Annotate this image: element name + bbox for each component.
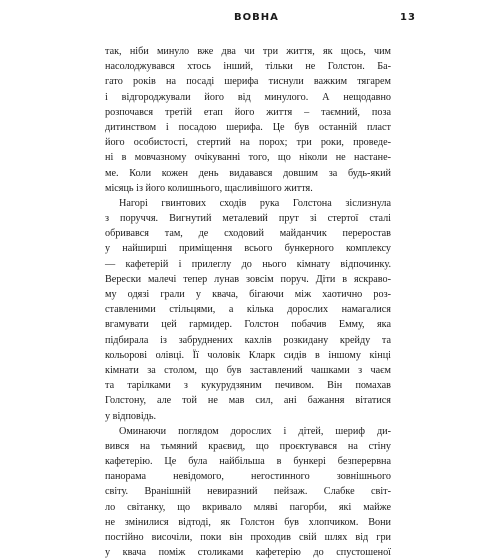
text-line: у найширші приміщення всього бункерного комплексу	[105, 243, 391, 255]
text-line: Голстону, але той не мав сил, ані бажання вітатися	[105, 395, 391, 407]
text-line: гато років на посаді шерифа тиснули важким тягарем	[105, 76, 391, 88]
text-line: постійно височіли, поки він проходив свій шлях від гри	[105, 532, 391, 543]
text-line: з поруччя. Вигнутий металевий прут зі стертої сталі	[105, 213, 391, 225]
text-line: та тарілками з кукурудзяним печивом. Він помахав	[105, 380, 391, 392]
text-line: ме. Коли кожен день видавався довшим за будь-який	[105, 167, 391, 179]
text-line: вгамувати цей гармидер. Голстон побачив Емму, яка	[105, 319, 391, 331]
text-line: його особистості, стертий на порох; три роки, проведе-	[105, 137, 391, 149]
text-line: розпочався третій етап його життя – таємний, поза	[105, 106, 391, 118]
text-line: ні в мовчазному очікуванні того, що ніколи не настане-	[105, 152, 391, 164]
text-line: — кафетерій і прилеглу до нього кімнату відпочинку.	[105, 258, 391, 270]
text-line: насолоджувався хтось інший, тільки не Голстон. Ба-	[105, 61, 391, 73]
text-line: так, ніби минуло вже два чи три життя, як щось, чим	[105, 46, 391, 57]
text-line: Нагорі гвинтових сходів рука Голстона зіслизнула	[119, 197, 391, 209]
text-line: ставленими стільцями, а кілька дорослих намагалися	[105, 304, 391, 316]
text-line: панорама невідомого, негостинного зовнішнього	[105, 471, 391, 483]
text-line: підбирала із забруднених кахлів розкидану крейду та	[105, 334, 391, 346]
text-line: кольорові олівці. Її чоловік Кларк сидів в іншому кінці	[105, 349, 391, 361]
text-line: кімнати за столом, що був заставлений чашками з чаєм	[105, 364, 391, 376]
text-line: вився на тьмяний краєвид, що проєктувався на стіну	[105, 440, 391, 452]
text-line: кафетерію. Це була найбільша в бункері безперервна	[105, 456, 391, 468]
text-line: обривався там, де сходовий майданчик переростав	[105, 228, 391, 240]
body-text	[105, 44, 391, 560]
text-line: світу. Вранішній невиразний пейзаж. Слабке світ-	[105, 486, 391, 498]
paragraph-1	[105, 44, 391, 196]
text-line: ло світанку, що вкривало мляві пагорби, які майже	[105, 501, 391, 513]
text-line: му одязі грали у квача, бігаючи між хаотично роз-	[105, 289, 391, 300]
paragraph-3	[105, 424, 391, 560]
book-title: ВОВНА	[234, 12, 279, 23]
text-line: Верески малечі тепер лунав зовсім поруч. Діти в яскраво-	[105, 273, 391, 285]
text-line: у квача поміж столиками кафетерію до спустошеної	[105, 547, 391, 559]
running-header	[0, 12, 500, 28]
text-line: місяць із його колишнього, щасливішого життя.	[105, 182, 313, 194]
paragraph-2	[105, 196, 391, 424]
text-line: і відгороджували його від минулого. А нещодавно	[105, 91, 391, 103]
text-line: дитинством і посадою шерифа. Це був останній пласт	[105, 121, 391, 133]
text-line: Оминаючи поглядом дорослих і дітей, шериф ди-	[119, 425, 391, 437]
page-number: 13	[400, 12, 416, 23]
text-line: не змінилися відтоді, як Голстон був хлопчиком. Вони	[105, 516, 391, 528]
text-line: у відповідь.	[105, 410, 157, 422]
